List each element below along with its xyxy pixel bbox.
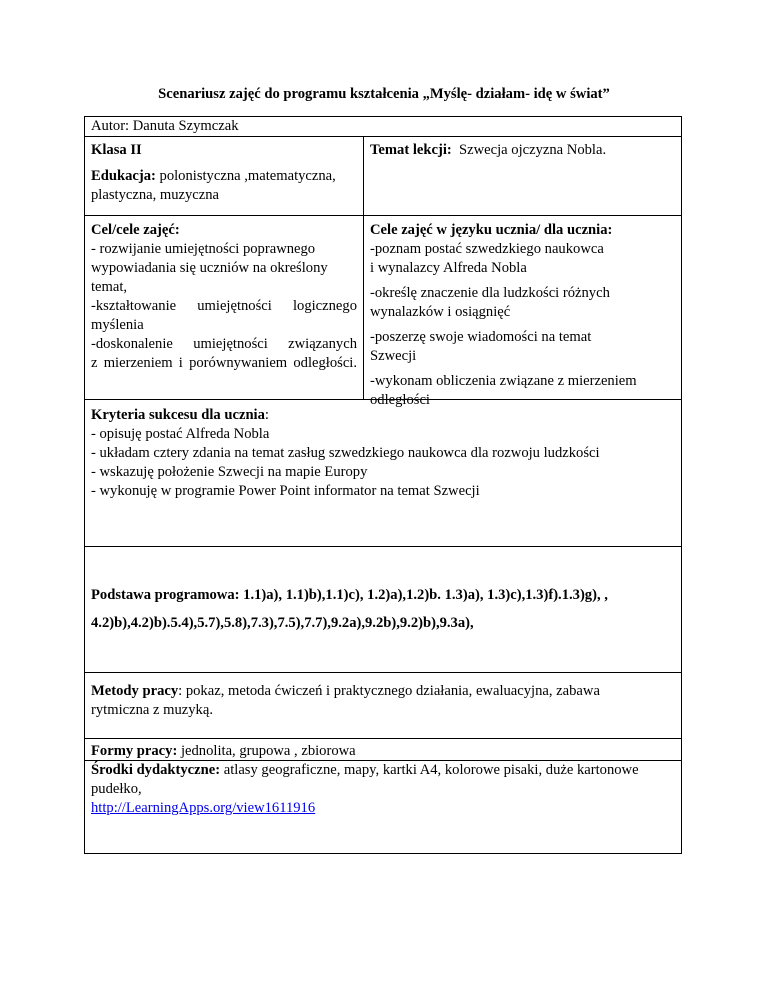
kryteria-row [84,399,682,546]
temat-column [364,137,681,215]
cele-ucznia-item-3-line-2: Szwecji [370,348,417,364]
cele-ucznia-item-3 [370,328,677,366]
podstawa-label: Podstawa programowa: [91,587,240,603]
cel-line-7: z mierzeniem i porównywaniem odległości. [91,355,357,371]
kryteria-label: Kryteria sukcesu dla ucznia [91,407,265,423]
srodki-row [84,760,682,854]
cele-ucznia-item-4-line-2: odległości [370,392,430,408]
srodki-line-1: atlasy geograficzne, mapy, kartki A4, kolorowe pisaki, duże kartonowe [220,762,639,778]
cele-ucznia-item-2-line-2: wynalazków i osiągnięć [370,304,511,320]
metody-label: Metody pracy [91,683,179,699]
cele-ucznia-item-2-line-1: -określę znaczenie dla ludzkości różnych [370,285,610,301]
cel-line-5: myślenia [91,317,144,333]
cele-ucznia-column [364,216,681,408]
podstawa-line-1: 1.1)a), 1.1)b),1.1)c), 1.2)a),1.2)b. 1.3)a), 1.3)c),1.3)f).1.3)g), , [239,587,608,603]
author: Autor: Danuta Szymczak [91,118,239,134]
cele-ucznia-item-2 [370,284,677,322]
edukacja-label: Edukacja: [91,168,156,184]
formy-value: jednolita, grupowa , zbiorowa [177,743,356,759]
cele-ucznia-item-1-line-1: -poznam postać szwedzkiego naukowca [370,241,604,257]
kryteria-item-4: - wykonuję w programie Power Point informator na temat Szwecji [91,483,480,499]
srodki-line-2: pudełko, [91,781,142,797]
cele-row [84,215,682,408]
podstawa-line-2: 4.2)b),4.2)b).5.4),5.7),5.8),7.3),7.5),7.7),9.2a),9.2b),9.2)b),9.3a), [91,615,474,631]
cel-label: Cel/cele zajęć: [91,222,180,238]
metody-line-1: : pokaz, metoda ćwiczeń i praktycznego działania, ewaluacyjna, zabawa [178,683,600,699]
klasa-label: Klasa II [91,142,142,158]
formy-row [84,738,682,760]
metody-line-2: rytmiczna z muzyką. [91,702,213,718]
kryteria-item-3: - wskazuję położenie Szwecji na mapie Europy [91,464,368,480]
metody-row [84,672,682,738]
edukacja-value-line2: plastyczna, muzyczna [91,187,220,203]
cele-ucznia-label: Cele zajęć w języku ucznia/ dla ucznia: [370,222,613,238]
cele-ucznia-item-1 [370,240,677,278]
kryteria-item-2: - układam cztery zdania na temat zasług szwedzkiego naukowca dla rozwoju ludzkości [91,445,600,461]
kryteria-item-1: - opisuję postać Alfreda Nobla [91,426,270,442]
temat-value: Szwecja ojczyzna Nobla. [459,142,607,158]
klasa-column [85,137,364,215]
cele-ucznia-item-3-line-1: -poszerzę swoje wiadomości na temat [370,329,592,345]
cele-ucznia-item-1-line-2: i wynalazcy Alfreda Nobla [370,260,527,276]
cel-line-1: - rozwijanie umiejętności poprawnego [91,241,316,257]
cel-line-6: -doskonalenie umiejętności związanych [91,336,357,352]
cel-line-2: wypowiadania się uczniów na określony [91,260,328,276]
cel-line-4: -kształtowanie umiejętności logicznego [91,298,357,314]
cel-line-3: temat, [91,279,128,295]
cel-column [85,216,364,399]
document-title: Scenariusz zajęć do programu kształcenia „Myślę- działam- idę w świat” [158,86,610,102]
lesson-table [84,116,682,854]
learningapps-link[interactable]: http://LearningApps.org/view1611916 [91,800,316,816]
kryteria-colon: : [264,407,269,423]
author-row [84,116,682,136]
klasa-temat-row [84,136,682,215]
temat-label: Temat lekcji: [370,142,452,158]
edukacja-value: polonistyczna ,matematyczna, [159,168,336,184]
edukacja [91,167,357,205]
cele-ucznia-item-4-line-1: -wykonam obliczenia związane z mierzeniem [370,373,637,389]
podstawa-row [84,546,682,672]
formy-label: Formy pracy: [91,743,178,759]
srodki-label: Środki dydaktyczne: [91,762,221,778]
